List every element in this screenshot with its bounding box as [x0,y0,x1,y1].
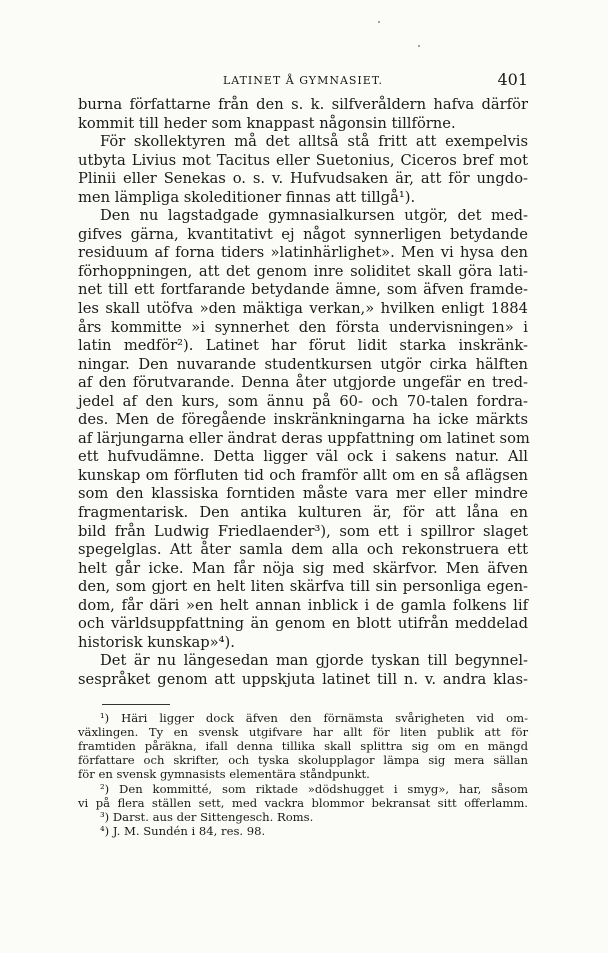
text-line: des. Men de föregående inskränkningarna ha icke märkts [78,411,528,429]
footnote-line: växlingen. Ty en svensk utgifvare har allt för liten publik att för [78,724,528,739]
text-line: fragmentarisk. Den antika kulturen är, för att låna en [78,504,528,522]
text-line: utbyta Livius mot Tacitus eller Suetonius, Ciceros bref mot [78,151,528,169]
text-line: och världsuppfattning än genom en blott utifrån meddelad [78,615,528,633]
text-line: af lärjungarna eller ändrat deras uppfattning om latinet som [78,429,530,447]
footnote-line: för en svensk gymnasists elementära ståndpunkt. [78,767,370,782]
text-line: latin medför²). Latinet har förut lidit starka inskränk- [78,337,528,355]
body-text [78,96,528,690]
text-line: kunskap om förfluten tid och framför allt om en så aflägsen [78,466,528,484]
text-line: burna författarne från den s. k. silfveråldern hafva därför [78,96,528,113]
running-title: LATINET Å GYMNASIET. [222,74,384,87]
text-line: förhoppningen, att det genom inre soliditet skall göra lati- [78,262,528,280]
text-line: gifves gärna, kvantitativt ej något synnerligen betydande [78,225,528,243]
footnote-line: författare och skrifter, och tyska skolupplagor lämpa sig mera sällan [78,753,528,768]
footnote-line: ³) Darst. aus der Sittengesch. Roms. [100,809,314,824]
page-header [78,70,528,96]
footnote-line: ²) Den kommitté, som riktade »dödshugget i smyg», har, såsom [100,781,528,796]
page-number: 401 [497,70,528,89]
text-line: den, som gjort en helt liten skärfva till sin personliga egen- [78,578,528,596]
text-line: För skollektyren må det alltså stå fritt att exempelvis [100,133,528,151]
text-line: men lämpliga skoleditioner finnas att tillgå¹). [78,188,416,206]
scan-speck [378,21,380,23]
book-page [78,70,528,838]
text-line: sespråket genom att uppskjuta latinet till n. v. andra klas- [78,670,528,688]
text-line: kommit till heder som knappast någonsin tillförne. [78,114,456,132]
footnote-line: vi på flera ställen sett, med vackra blommor bekransat sitt offerlamm. [78,795,528,810]
text-line: som den klassiska forntiden måste vara mer eller mindre [78,485,528,503]
footnote-line: ¹) Häri ligger dock äfven den förnämsta svårigheten vid om- [100,710,528,725]
text-line: Den nu lagstadgade gymnasialkursen utgör, det med- [100,207,528,225]
footnote-divider [102,704,170,705]
text-line: ningar. Den nuvarande studentkursen utgör cirka hälften [78,355,528,373]
scan-speck [418,45,420,47]
text-line: dom, får däri »en helt annan inblick i de gamla folkens lif [78,596,528,614]
text-line: helt går icke. Man får nöja sig med skärfvor. Men äfven [78,559,528,577]
text-line: les skall utöfva »den mäktiga verkan,» hvilken enligt 1884 [78,300,528,318]
text-line: residuum af forna tiders »latinhärlighet». Men vi hysa den [78,244,528,262]
text-line: Plinii eller Senekas o. s. v. Hufvudsaken är, att för ungdo- [78,170,528,188]
text-line: af den förutvarande. Denna åter utgjorde ungefär en tred- [78,374,528,392]
footnote-line: framtiden påräkna, ifall denna tillika skall splittra sig om en mängd [78,738,528,753]
text-line: ett hufvudämne. Detta ligger väl ock i sakens natur. All [78,448,528,466]
text-line: jedel af den kurs, som ännu på 60- och 70-talen fordra- [78,392,528,410]
text-line: bild från Ludwig Friedlaender³), som ett i spillror slaget [78,522,528,540]
text-line: historisk kunskap»⁴). [78,633,235,651]
text-line: spegelglas. Att åter samla dem alla och rekonstruera ett [78,541,528,559]
footnote-line: ⁴) J. M. Sundén i 84, res. 98. [100,824,266,839]
footnotes [78,711,528,839]
text-line: Det är nu längesedan man gjorde tyskan till begynnel- [100,652,528,670]
text-line: net till ett fortfarande betydande ämne, som äfven framde- [78,281,528,299]
text-line: års kommitte »i synnerhet den första undervisningen» i [78,318,528,336]
